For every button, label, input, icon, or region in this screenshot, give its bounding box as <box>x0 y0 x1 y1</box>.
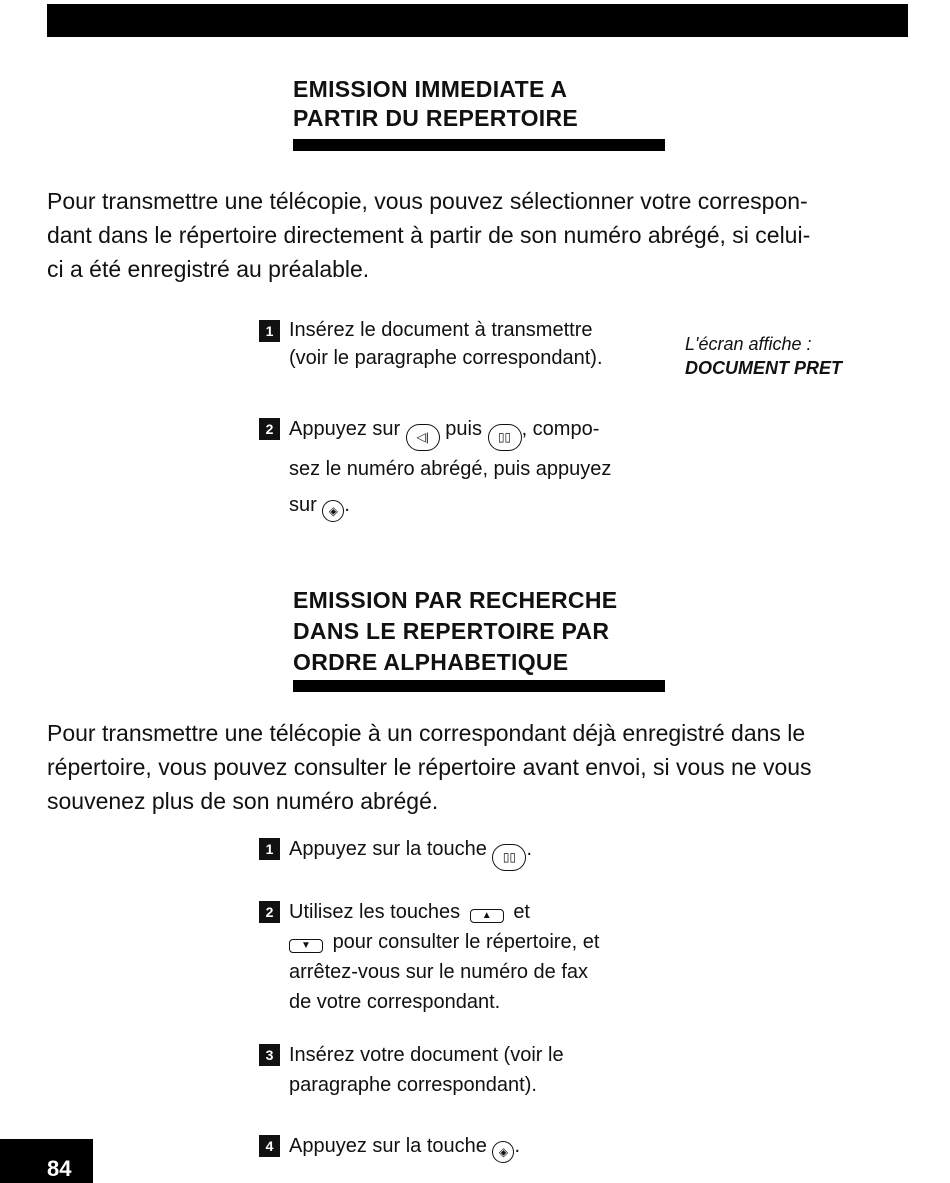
section-title-alphabetical-search <box>293 585 617 678</box>
title-line: DANS LE REPERTOIRE PAR <box>293 618 610 644</box>
step-text: . <box>344 494 350 516</box>
title-underline-rule <box>293 139 665 151</box>
step-text: Appuyez sur la touche <box>289 1135 487 1157</box>
top-header-bar <box>47 4 908 37</box>
note-label: L'écran affiche : <box>685 334 812 354</box>
step-text: de votre correspondant. <box>289 991 501 1013</box>
step-text: Utilisez les touches <box>289 901 461 923</box>
directory-key-icon: ▯▯ <box>492 844 526 871</box>
screen-display-note <box>685 332 842 380</box>
intro-line: Pour transmettre une télécopie à un correspondant déjà enregistré dans le <box>47 720 806 746</box>
title-line: PARTIR DU REPERTOIRE <box>293 105 579 131</box>
step-text: , compo- <box>521 418 600 440</box>
step-1-press-directory <box>259 834 532 871</box>
speaker-key-icon: ◁| <box>406 424 440 451</box>
step-text: Appuyez sur <box>289 418 401 440</box>
step-text: paragraphe correspondant). <box>289 1074 537 1096</box>
intro-line: ci a été enregistré au préalable. <box>47 256 370 282</box>
section-title-immediate-emission <box>293 75 578 133</box>
step-number-badge: 1 <box>259 320 280 342</box>
step-1-insert-document <box>259 316 603 372</box>
step-2-browse-directory <box>259 897 599 1017</box>
step-text: (voir le paragraphe correspondant). <box>289 347 603 369</box>
step-text: arrêtez-vous sur le numéro de fax <box>289 961 589 983</box>
start-key-icon: ◈ <box>492 1141 514 1163</box>
intro-paragraph-section2 <box>47 716 917 818</box>
step-text: et <box>513 901 530 923</box>
step-text: puis <box>445 418 482 440</box>
intro-line: dant dans le répertoire directement à partir de son numéro abrégé, si celui- <box>47 222 811 248</box>
page-number: 84 <box>47 1156 72 1181</box>
step-number-badge: 1 <box>259 838 280 860</box>
down-arrow-key-icon: ▼ <box>289 939 323 953</box>
title-line: ORDRE ALPHABETIQUE <box>293 649 569 675</box>
step-text: . <box>514 1135 521 1157</box>
intro-line: souvenez plus de son numéro abrégé. <box>47 788 439 814</box>
step-text: sur <box>289 494 317 516</box>
start-key-icon: ◈ <box>322 500 344 522</box>
step-number-badge: 2 <box>259 418 280 440</box>
step-text: Insérez le document à transmettre <box>289 319 593 341</box>
intro-paragraph-section1 <box>47 184 917 286</box>
up-arrow-key-icon: ▲ <box>470 909 504 923</box>
intro-line: répertoire, vous pouvez consulter le répertoire avant envoi, si vous ne vous <box>47 754 812 780</box>
page-number-tab <box>0 1139 93 1183</box>
step-4-press-start <box>259 1131 520 1163</box>
directory-key-icon: ▯▯ <box>488 424 522 451</box>
title-underline-rule <box>293 680 665 692</box>
step-3-insert-document <box>259 1040 564 1100</box>
step-text: pour consulter le répertoire, et <box>332 931 600 953</box>
step-number-badge: 2 <box>259 901 280 923</box>
step-2-dial-abbreviated <box>259 411 611 523</box>
step-text: sez le numéro abrégé, puis appuyez <box>289 458 612 480</box>
step-number-badge: 3 <box>259 1044 280 1066</box>
step-number-badge: 4 <box>259 1135 280 1157</box>
note-display-value: DOCUMENT PRET <box>685 358 842 378</box>
title-line: EMISSION PAR RECHERCHE <box>293 587 618 613</box>
title-line: EMISSION IMMEDIATE A <box>293 76 568 102</box>
step-text: Insérez votre document (voir le <box>289 1044 564 1066</box>
step-text: . <box>526 838 533 860</box>
intro-line: Pour transmettre une télécopie, vous pouvez sélectionner votre correspon- <box>47 188 808 214</box>
step-text: Appuyez sur la touche <box>289 838 487 860</box>
